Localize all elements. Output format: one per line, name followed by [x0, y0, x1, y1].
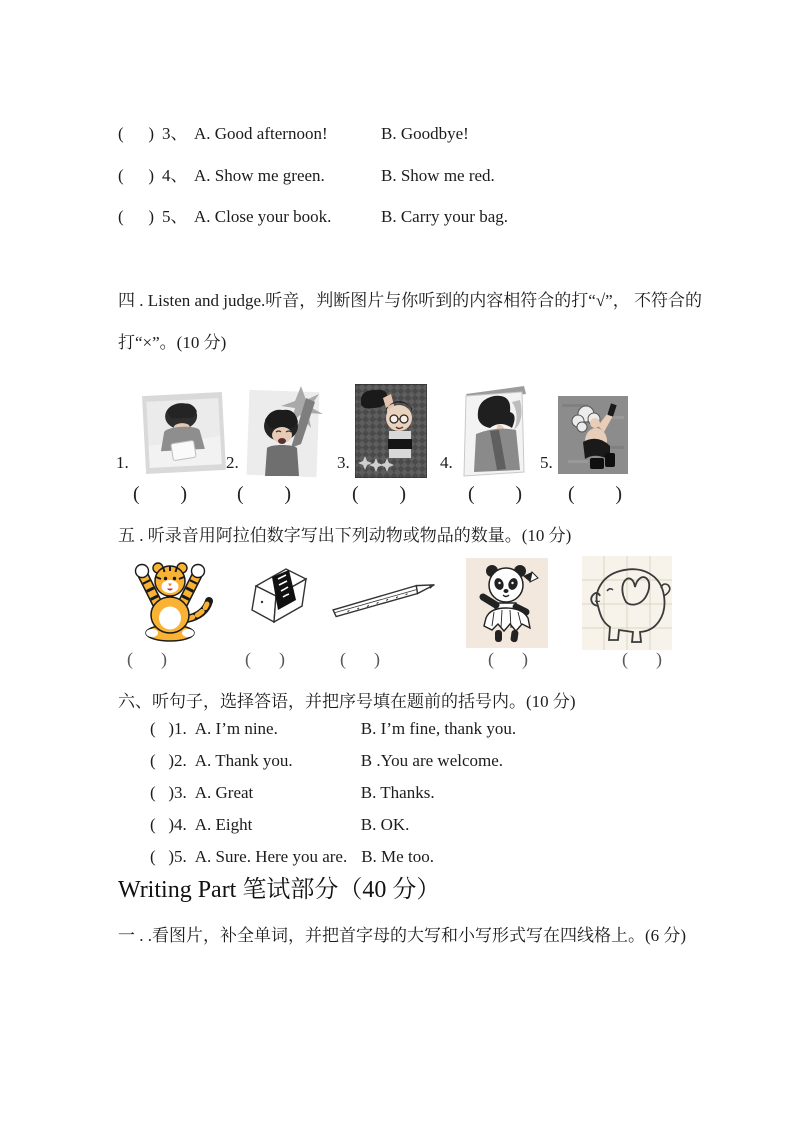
paren-open: (: [468, 483, 475, 505]
answer-bracket: [150, 751, 174, 771]
option-b: B. I’m fine, thank you.: [360, 719, 517, 738]
answer-bracket: [150, 847, 174, 867]
figure-number: 4.: [440, 453, 453, 472]
item-number: 2.: [174, 751, 187, 770]
paren-close: ): [515, 483, 522, 505]
paren-close: ): [168, 751, 174, 770]
option-a: A. Sure. Here you are.: [194, 847, 348, 866]
section-four-heading-line1: 四 . Listen and judge.听音，判断图片与你听到的内容相符合的打“√”， 不符合的: [118, 291, 702, 310]
s6-row-4: [150, 815, 409, 835]
option-a: A. Show me green.: [194, 166, 325, 185]
answer-bracket: [150, 719, 174, 739]
paren-close: ): [656, 649, 662, 669]
option-a: A. Great: [194, 783, 254, 802]
paren-close: ): [148, 166, 154, 185]
section-five-heading: 五 . 听录音用阿拉伯数字写出下列动物或物品的数量。(10 分): [118, 526, 572, 545]
writing-part-heading: Writing Part 笔试部分（40 分）: [118, 877, 441, 903]
answer-bracket: [150, 783, 174, 803]
paren-close: ): [399, 483, 406, 505]
paren-open: (: [622, 649, 628, 669]
paren-open: (: [568, 483, 575, 505]
answer-bracket: [118, 207, 154, 227]
paren-open: (: [150, 847, 156, 866]
section-one-heading: 一 . .看图片，补全单词，并把首字母的大写和小写形式写在四线格上。(6 分): [118, 926, 687, 945]
paren-open: (: [133, 483, 140, 505]
paren-close: ): [522, 649, 528, 669]
boy-reading-photo-image: [140, 388, 228, 478]
figure-number: 1.: [116, 453, 129, 472]
paren-close: ): [615, 483, 622, 505]
paren-open: (: [127, 649, 133, 669]
s6-row-2: [150, 751, 503, 771]
section-four-heading-line2: 打“×”。(10 分): [118, 333, 227, 352]
s6-row-5: [150, 847, 434, 867]
mc-row-4: [118, 161, 495, 186]
answer-bracket: [127, 649, 167, 670]
mc-row-3: [118, 119, 469, 144]
item-number: 1.: [174, 719, 187, 738]
s6-row-1: [150, 719, 516, 739]
panda-dancing-drawing-image: [466, 558, 548, 648]
paren-open: (: [150, 751, 156, 770]
paren-close: ): [168, 815, 174, 834]
item-number: 3.: [174, 783, 187, 802]
answer-bracket: [118, 124, 154, 144]
paren-close: ): [148, 124, 154, 143]
paren-open: (: [237, 483, 244, 505]
paren-close: ): [148, 207, 154, 226]
item-number: 5.: [174, 847, 187, 866]
paren-open: (: [150, 719, 156, 738]
figure-number: 3.: [337, 453, 350, 472]
answer-bracket: [568, 483, 622, 506]
boy-raising-hand-photo-image: [243, 386, 325, 480]
option-b: B. Carry your bag.: [381, 207, 509, 226]
option-a: A. Close your book.: [194, 207, 332, 226]
paren-close: ): [284, 483, 291, 505]
option-a: A. Thank you.: [194, 751, 293, 770]
answer-bracket: [133, 483, 187, 506]
item-number: 4.: [174, 815, 187, 834]
option-b: B .You are welcome.: [360, 751, 504, 770]
option-a: A. I’m nine.: [194, 719, 278, 738]
paren-open: (: [150, 783, 156, 802]
paren-open: (: [118, 166, 124, 185]
item-number: 3、: [162, 124, 188, 143]
option-b: B. Thanks.: [360, 783, 435, 802]
figure-number: 2.: [226, 453, 239, 472]
answer-bracket: [488, 649, 528, 670]
boy-with-backpack-photo-image: [460, 384, 530, 480]
option-b: B. Goodbye!: [381, 124, 469, 143]
answer-bracket: [245, 649, 285, 670]
answer-bracket: [622, 649, 662, 670]
pencil-drawing-image: [326, 576, 440, 622]
figure-number: 5.: [540, 453, 553, 472]
paren-open: (: [352, 483, 359, 505]
paren-close: ): [374, 649, 380, 669]
child-putting-on-shoes-photo-image: [558, 396, 628, 474]
pig-drawing-image: [582, 556, 672, 650]
option-a: A. Good afternoon!: [194, 124, 328, 143]
paren-open: (: [118, 207, 124, 226]
section-six-heading: 六、听句子，选择答语，并把序号填在题前的括号内。(10 分): [118, 692, 576, 711]
paren-close: ): [168, 719, 174, 738]
answer-bracket: [150, 815, 174, 835]
answer-bracket: [340, 649, 380, 670]
eraser-drawing-image: [242, 564, 312, 628]
child-with-glasses-waving-photo-image: [355, 384, 427, 478]
answer-bracket: [237, 483, 291, 506]
paren-open: (: [488, 649, 494, 669]
paren-open: (: [118, 124, 124, 143]
paren-open: (: [245, 649, 251, 669]
paren-close: ): [168, 783, 174, 802]
paren-close: ): [279, 649, 285, 669]
answer-bracket: [118, 166, 154, 186]
s6-row-3: [150, 783, 435, 803]
option-b: B. Show me red.: [381, 166, 495, 185]
mc-row-5: [118, 202, 508, 227]
answer-bracket: [352, 483, 406, 506]
paren-close: ): [161, 649, 167, 669]
paren-open: (: [340, 649, 346, 669]
option-a: A. Eight: [194, 815, 253, 834]
tiger-cartoon-image: [125, 557, 217, 643]
option-b: B. OK.: [360, 815, 410, 834]
item-number: 5、: [162, 207, 188, 226]
paren-open: (: [150, 815, 156, 834]
item-number: 4、: [162, 166, 188, 185]
paren-close: ): [180, 483, 187, 505]
option-b: B. Me too.: [361, 847, 434, 866]
paren-close: ): [168, 847, 174, 866]
answer-bracket: [468, 483, 522, 506]
